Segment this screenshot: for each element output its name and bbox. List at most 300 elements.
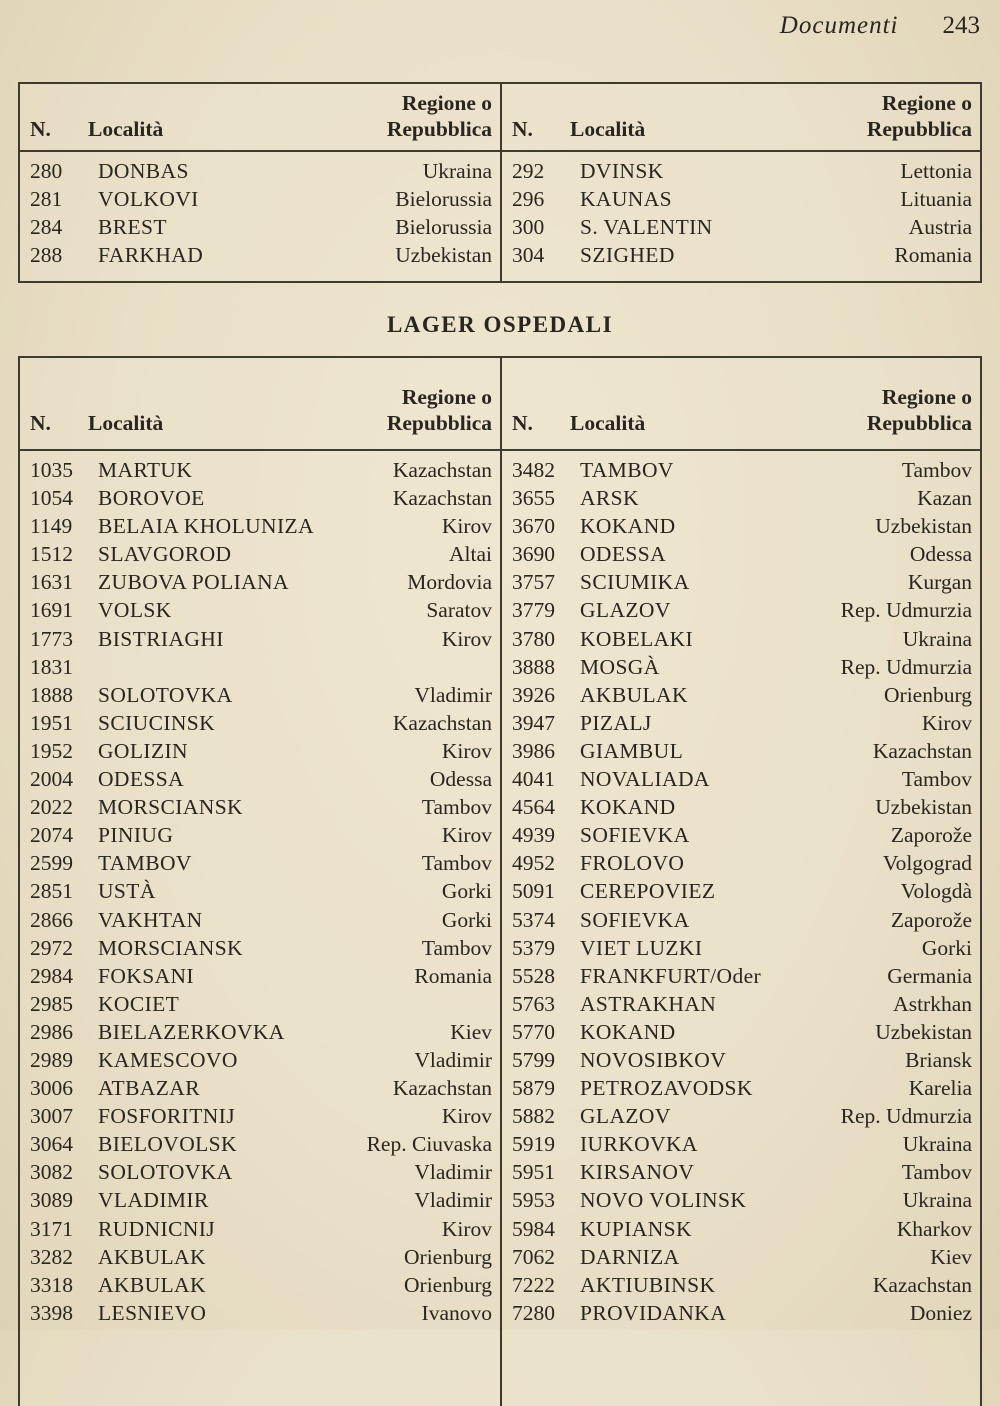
row-number: 4939 <box>512 823 555 848</box>
table-row <box>502 213 980 241</box>
row-localita: ZUBOVA POLIANA <box>98 570 289 595</box>
row-regione: Tambov <box>901 1160 972 1185</box>
table-row <box>20 1186 500 1214</box>
table-row <box>20 877 500 905</box>
row-regione: Gorki <box>441 879 492 904</box>
row-regione: Austria <box>908 215 972 239</box>
row-localita: KOKAND <box>580 1019 676 1044</box>
row-regione: Volgograd <box>882 851 972 876</box>
page-number: 243 <box>942 12 980 39</box>
row-regione: Kazachstan <box>392 486 492 511</box>
table-body <box>502 451 980 1327</box>
table-row <box>20 821 500 849</box>
row-number: 5953 <box>512 1188 555 1213</box>
table-row <box>20 185 500 213</box>
table-row <box>502 737 980 765</box>
row-number: 3986 <box>512 738 555 763</box>
row-localita: GIAMBUL <box>580 738 684 763</box>
row-regione: Kirov <box>441 1104 492 1129</box>
table-row <box>20 1102 500 1130</box>
row-number: 1631 <box>30 570 73 595</box>
row-regione: Rep. Udmurzia <box>840 1104 972 1129</box>
row-number: 1512 <box>30 542 73 567</box>
table-row <box>20 484 500 512</box>
row-regione: Orienburg <box>884 682 972 707</box>
row-regione: Rep. Udmurzia <box>840 654 972 679</box>
row-localita: SCIUMIKA <box>580 570 690 595</box>
col-header-regione <box>867 91 972 142</box>
table-row <box>20 681 500 709</box>
row-regione: Kirov <box>441 738 492 763</box>
row-number: 2984 <box>30 963 73 988</box>
table-row <box>502 793 980 821</box>
row-number: 4952 <box>512 851 555 876</box>
col-header-regione <box>387 385 492 436</box>
row-number: 280 <box>30 159 63 183</box>
row-localita: VOLSK <box>98 598 172 623</box>
col-header-regione-line1: Regione o <box>401 91 492 116</box>
row-regione: Kazachstan <box>392 458 492 482</box>
table-header <box>502 84 980 152</box>
table-row <box>20 990 500 1018</box>
row-number: 300 <box>512 215 545 239</box>
row-regione: Rep. Udmurzia <box>840 598 972 623</box>
row-localita: PETROZAVODSK <box>580 1076 753 1101</box>
row-number: 2985 <box>30 991 73 1016</box>
row-number: 3757 <box>512 570 555 595</box>
row-localita: AKBULAK <box>98 1244 206 1269</box>
row-number: 4041 <box>512 767 555 792</box>
row-number: 5951 <box>512 1160 555 1185</box>
col-header-regione <box>387 91 492 142</box>
row-number: 1773 <box>30 626 73 651</box>
table-row <box>502 765 980 793</box>
row-regione: Ukraina <box>422 159 492 183</box>
row-number: 2599 <box>30 851 73 876</box>
row-regione: Odessa <box>429 767 492 792</box>
table-row <box>20 1271 500 1299</box>
table-row <box>502 596 980 624</box>
col-header-localita: Località <box>570 117 646 141</box>
section-title: LAGER OSPEDALI <box>386 312 614 337</box>
row-regione: Ukraina <box>902 1188 972 1213</box>
table-lager-main <box>18 82 982 283</box>
table-row <box>20 765 500 793</box>
row-localita: USTÀ <box>98 879 156 904</box>
row-regione: Uzbekistan <box>875 795 972 820</box>
table2-left-half <box>20 358 500 1406</box>
table-row <box>20 737 500 765</box>
table-row <box>20 1018 500 1046</box>
col-header-localita: Località <box>570 411 646 435</box>
row-localita: SOLOTOVKA <box>98 682 233 707</box>
row-localita: ARSK <box>580 486 639 511</box>
running-title: Documenti <box>779 12 899 39</box>
row-number: 2022 <box>30 795 73 820</box>
row-localita: VOLKOVI <box>98 187 199 211</box>
row-regione: Doniez <box>909 1300 972 1325</box>
table-row <box>20 653 500 681</box>
row-regione: Gorki <box>441 907 492 932</box>
row-number: 1691 <box>30 598 73 623</box>
row-number: 1035 <box>30 458 73 482</box>
row-number: 1831 <box>30 654 73 679</box>
row-regione: Gorki <box>921 935 972 960</box>
row-localita: KOKAND <box>580 514 676 539</box>
row-number: 5882 <box>512 1104 555 1129</box>
row-number: 3482 <box>512 458 555 482</box>
row-localita: MORSCIANSK <box>98 795 243 820</box>
table-row <box>502 1102 980 1130</box>
row-number: 5984 <box>512 1216 555 1241</box>
row-number: 281 <box>30 187 63 211</box>
row-number: 5919 <box>512 1132 555 1157</box>
row-number: 1054 <box>30 486 73 511</box>
table-row <box>20 906 500 934</box>
row-number: 296 <box>512 187 545 211</box>
row-regione: Tambov <box>421 795 492 820</box>
row-localita: GLAZOV <box>580 1104 671 1129</box>
row-regione: Kirov <box>441 1216 492 1241</box>
row-localita: KAMESCOVO <box>98 1047 238 1072</box>
row-localita: LESNIEVO <box>98 1300 207 1325</box>
row-localita: FROLOVO <box>580 851 685 876</box>
table-row <box>20 934 500 962</box>
table-row <box>502 849 980 877</box>
row-number: 3007 <box>30 1104 73 1129</box>
row-regione: Bielorussia <box>395 187 492 211</box>
row-regione: Kirov <box>441 626 492 651</box>
table-row <box>20 596 500 624</box>
row-regione: Kirov <box>441 514 492 539</box>
table-row <box>502 990 980 1018</box>
table-row <box>20 1215 500 1243</box>
row-regione: Saratov <box>426 598 492 623</box>
table-row <box>502 1018 980 1046</box>
row-number: 3670 <box>512 514 555 539</box>
row-regione: Astrkhan <box>893 991 972 1016</box>
row-localita: KIRSANOV <box>580 1160 695 1185</box>
table-row <box>20 709 500 737</box>
row-regione: Ukraina <box>902 626 972 651</box>
row-regione: Rep. Ciuvaska <box>366 1132 492 1157</box>
row-localita: VAKHTAN <box>98 907 203 932</box>
table-row <box>502 185 980 213</box>
row-localita: BOROVOE <box>98 486 205 511</box>
table-row <box>502 1046 980 1074</box>
row-regione: Kazachstan <box>872 1272 972 1297</box>
row-regione: Kazachstan <box>392 710 492 735</box>
page-header <box>780 12 980 40</box>
row-regione: Zaporože <box>890 823 972 848</box>
row-localita: FOSFORITNIJ <box>98 1104 236 1129</box>
row-localita: BELAIA KHOLUNIZA <box>98 514 314 539</box>
col-header-regione <box>867 385 972 436</box>
row-regione: Lituania <box>900 187 972 211</box>
row-number: 5799 <box>512 1047 555 1072</box>
row-localita: ODESSA <box>98 767 185 792</box>
row-number: 288 <box>30 243 63 267</box>
row-localita: AKBULAK <box>580 682 688 707</box>
row-localita: SLAVGOROD <box>98 542 232 567</box>
row-localita: BIELOVOLSK <box>98 1132 237 1157</box>
row-regione: Kazan <box>917 486 972 511</box>
row-number: 5879 <box>512 1076 555 1101</box>
row-regione: Vladimir <box>414 1160 492 1185</box>
table-row <box>20 540 500 568</box>
row-localita: VIET LUZKI <box>580 935 703 960</box>
table-row <box>502 241 980 269</box>
row-number: 3398 <box>30 1300 73 1325</box>
row-number: 3947 <box>512 710 555 735</box>
row-number: 7280 <box>512 1300 555 1325</box>
table-row <box>502 962 980 990</box>
table-row <box>502 1271 980 1299</box>
row-number: 2866 <box>30 907 73 932</box>
row-number: 1149 <box>30 514 73 539</box>
row-regione: Orienburg <box>404 1244 492 1269</box>
row-localita: MORSCIANSK <box>98 935 243 960</box>
row-localita: TAMBOV <box>580 458 674 482</box>
row-regione: Bielorussia <box>395 215 492 239</box>
table-header <box>20 84 500 152</box>
row-localita: KOKAND <box>580 795 676 820</box>
col-header-regione-line2: Repubblica <box>386 116 492 141</box>
row-number: 3282 <box>30 1244 73 1269</box>
table-row <box>502 1215 980 1243</box>
table-row <box>20 456 500 484</box>
table-row <box>20 1299 500 1327</box>
row-localita: AKTIUBINSK <box>580 1272 716 1297</box>
row-localita: FRANKFURT/Oder <box>580 963 762 988</box>
row-localita: KAUNAS <box>580 187 672 211</box>
row-number: 3064 <box>30 1132 73 1157</box>
table-row <box>502 1158 980 1186</box>
table-row <box>502 821 980 849</box>
row-regione: Germania <box>887 963 972 988</box>
row-number: 4564 <box>512 795 555 820</box>
row-localita: FARKHAD <box>98 243 204 267</box>
table-row <box>502 709 980 737</box>
row-number: 3318 <box>30 1272 73 1297</box>
row-regione: Kiev <box>450 1019 492 1044</box>
table-row <box>20 962 500 990</box>
row-regione: Briansk <box>905 1047 972 1072</box>
row-localita: GLAZOV <box>580 598 671 623</box>
row-number: 3089 <box>30 1188 73 1213</box>
table-row <box>502 456 980 484</box>
table1-left-half <box>20 84 500 281</box>
row-number: 5763 <box>512 991 555 1016</box>
table-body <box>20 451 500 1327</box>
col-header-n: N. <box>30 117 51 141</box>
row-localita: FOKSANI <box>98 963 194 988</box>
row-localita: MOSGÀ <box>580 654 660 679</box>
table-row <box>20 157 500 185</box>
row-number: 292 <box>512 159 545 183</box>
row-localita: SZIGHED <box>580 243 675 267</box>
row-localita: ASTRAKHAN <box>580 991 717 1016</box>
row-localita: VLADIMIR <box>98 1188 209 1213</box>
row-localita: SOFIEVKA <box>580 823 690 848</box>
col-header-regione-line1: Regione o <box>881 91 972 116</box>
row-number: 2989 <box>30 1047 73 1072</box>
table-row <box>20 1130 500 1158</box>
table-row <box>20 213 500 241</box>
row-regione: Karelia <box>908 1076 972 1101</box>
row-number: 3655 <box>512 486 555 511</box>
row-number: 3082 <box>30 1160 73 1185</box>
table-row <box>502 877 980 905</box>
table-row <box>502 1130 980 1158</box>
row-number: 304 <box>512 243 545 267</box>
row-localita: PINIUG <box>98 823 174 848</box>
row-number: 5770 <box>512 1019 555 1044</box>
row-number: 5379 <box>512 935 555 960</box>
row-localita: KOCIET <box>98 991 180 1016</box>
row-localita: AKBULAK <box>98 1272 206 1297</box>
row-localita: DARNIZA <box>580 1244 680 1269</box>
row-regione: Kurgan <box>907 570 972 595</box>
row-regione: Tambov <box>901 458 972 482</box>
row-number: 3171 <box>30 1216 73 1241</box>
col-header-regione-line2: Repubblica <box>386 410 492 435</box>
row-localita: S. VALENTIN <box>580 215 713 239</box>
col-header-n: N. <box>30 411 51 435</box>
row-regione: Vologdà <box>900 879 972 904</box>
row-localita: ATBAZAR <box>98 1076 200 1101</box>
table-lager-ospedali <box>18 356 982 1406</box>
table-row <box>502 1243 980 1271</box>
table-row <box>502 653 980 681</box>
row-localita: PIZALJ <box>580 710 652 735</box>
row-regione: Vladimir <box>414 682 492 707</box>
table-row <box>502 157 980 185</box>
row-localita: SCIUCINSK <box>98 710 216 735</box>
row-localita: SOFIEVKA <box>580 907 690 932</box>
row-localita: CEREPOVIEZ <box>580 879 716 904</box>
row-regione: Tambov <box>421 935 492 960</box>
table-row <box>502 484 980 512</box>
row-localita: GOLIZIN <box>98 738 188 763</box>
row-localita: BIELAZERKOVKA <box>98 1019 285 1044</box>
row-regione: Lettonia <box>900 159 972 183</box>
table-row <box>502 1074 980 1102</box>
row-regione: Altai <box>449 542 492 567</box>
table-body <box>20 152 500 269</box>
row-number: 7062 <box>512 1244 555 1269</box>
row-localita: BISTRIAGHI <box>98 626 224 651</box>
row-localita: NOVALIADA <box>580 767 710 792</box>
row-regione: Kirov <box>441 823 492 848</box>
table1-right-half <box>500 84 980 281</box>
table-row <box>20 793 500 821</box>
row-localita: DONBAS <box>98 159 189 183</box>
row-regione: Kirov <box>921 710 972 735</box>
row-regione: Romania <box>894 243 972 267</box>
row-regione: Orienburg <box>404 1272 492 1297</box>
table-row <box>502 1186 980 1214</box>
table-row <box>20 625 500 653</box>
row-regione: Vladimir <box>414 1047 492 1072</box>
row-number: 3926 <box>512 682 555 707</box>
row-number: 2074 <box>30 823 73 848</box>
table-row <box>20 241 500 269</box>
row-number: 7222 <box>512 1272 555 1297</box>
row-localita: NOVOSIBKOV <box>580 1047 727 1072</box>
col-header-localita: Località <box>88 411 164 435</box>
row-regione: Kiev <box>930 1244 972 1269</box>
row-localita: TAMBOV <box>98 851 192 876</box>
row-number: 3888 <box>512 654 555 679</box>
table-row <box>502 1299 980 1327</box>
row-localita: SOLOTOVKA <box>98 1160 233 1185</box>
row-number: 3780 <box>512 626 555 651</box>
row-number: 3779 <box>512 598 555 623</box>
row-number: 5374 <box>512 907 555 932</box>
row-number: 1952 <box>30 738 73 763</box>
row-number: 3006 <box>30 1076 73 1101</box>
row-regione: Mordovia <box>407 570 492 595</box>
row-regione: Uzbekistan <box>395 243 492 267</box>
row-regione: Tambov <box>901 767 972 792</box>
table-header <box>20 358 500 451</box>
col-header-n: N. <box>512 117 533 141</box>
row-regione: Vladimir <box>414 1188 492 1213</box>
table-row <box>20 512 500 540</box>
table-row <box>502 512 980 540</box>
row-number: 2986 <box>30 1019 73 1044</box>
table-body <box>502 152 980 269</box>
table-row <box>502 906 980 934</box>
row-number: 2851 <box>30 879 73 904</box>
table-row <box>502 681 980 709</box>
row-regione: Romania <box>414 963 492 988</box>
row-regione: Kazachstan <box>392 1076 492 1101</box>
row-number: 2972 <box>30 935 73 960</box>
row-regione: Tambov <box>421 851 492 876</box>
row-localita: RUDNICNIJ <box>98 1216 216 1241</box>
table-header <box>502 358 980 451</box>
row-regione: Zaporože <box>890 907 972 932</box>
col-header-regione-line1: Regione o <box>401 385 492 410</box>
row-number: 1951 <box>30 710 73 735</box>
row-localita: MARTUK <box>98 458 193 482</box>
table-row <box>502 934 980 962</box>
table2-right-half <box>500 358 980 1406</box>
row-number: 5528 <box>512 963 555 988</box>
row-localita: KUPIANSK <box>580 1216 692 1241</box>
row-regione: Odessa <box>909 542 972 567</box>
row-localita: IURKOVKA <box>580 1132 698 1157</box>
row-regione: Ivanovo <box>421 1300 492 1325</box>
row-regione: Kharkov <box>896 1216 972 1241</box>
table-row <box>502 568 980 596</box>
row-regione: Uzbekistan <box>875 1019 972 1044</box>
col-header-n: N. <box>512 411 533 435</box>
table-row <box>20 1046 500 1074</box>
table-row <box>20 849 500 877</box>
table-row <box>502 540 980 568</box>
row-localita: KOBELAKI <box>580 626 694 651</box>
col-header-regione-line1: Regione o <box>881 385 972 410</box>
table-row <box>20 1158 500 1186</box>
col-header-regione-line2: Repubblica <box>866 410 972 435</box>
row-localita: NOVO VOLINSK <box>580 1188 747 1213</box>
row-localita: DVINSK <box>580 159 664 183</box>
row-number: 1888 <box>30 682 73 707</box>
row-number: 3690 <box>512 542 555 567</box>
